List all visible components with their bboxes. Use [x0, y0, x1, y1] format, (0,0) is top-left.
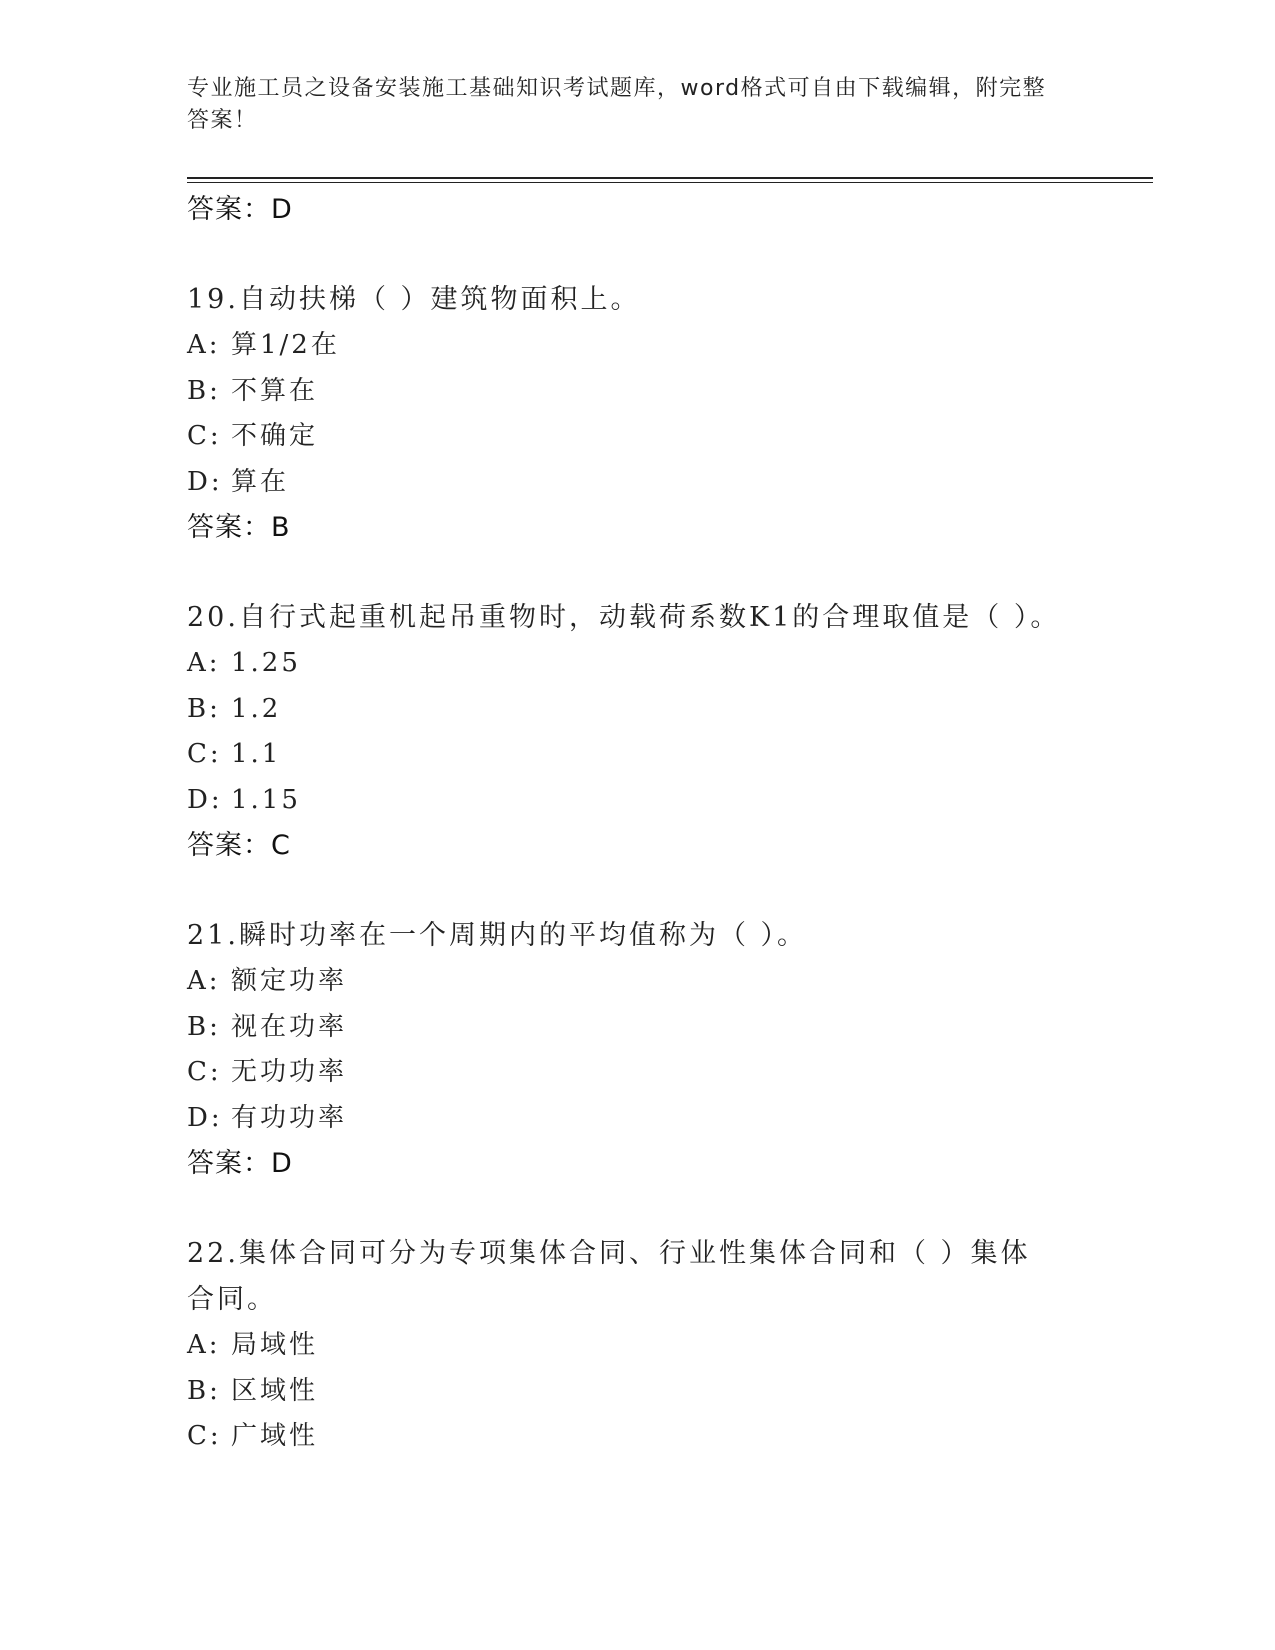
option-text: 额定功率: [231, 966, 348, 996]
answer-line: 答案：D: [187, 194, 293, 225]
option-text: 算在: [231, 466, 290, 497]
option-a: [187, 1323, 1153, 1369]
option-text: 1.2: [231, 693, 282, 724]
option-text: 不确定: [231, 421, 319, 451]
option-key: D:: [187, 1102, 223, 1133]
option-d: [187, 460, 1153, 506]
option-c: [187, 414, 1153, 460]
option-key: C:: [187, 739, 222, 769]
option-c: [187, 1414, 1153, 1460]
option-text: 局域性: [231, 1330, 319, 1360]
option-b: [187, 687, 1153, 733]
question-stem: 19.自动扶梯（ ）建筑物面积上。: [187, 284, 641, 315]
option-c: [187, 732, 1153, 778]
answer-line: 答案：B: [187, 512, 291, 543]
option-text: 有功功率: [231, 1102, 348, 1133]
question-20: [187, 595, 1153, 869]
option-key: A:: [187, 1330, 221, 1360]
option-key: C:: [187, 1421, 222, 1451]
question-stem: 22.集体合同可分为专项集体合同、行业性集体合同和（ ）集体合同。: [187, 1238, 1031, 1315]
question-stem: 20.自行式起重机起吊重物时，动载荷系数K1的合理取值是（ ）。: [187, 602, 1061, 633]
option-b: [187, 1369, 1153, 1415]
question-19: [187, 277, 1153, 551]
option-key: B:: [187, 693, 221, 724]
option-text: 视在功率: [231, 1011, 348, 1042]
option-c: [187, 1050, 1153, 1096]
question-stem: 21.瞬时功率在一个周期内的平均值称为（ ）。: [187, 920, 808, 951]
header-divider-thick: [187, 177, 1153, 179]
option-text: 无功功率: [231, 1057, 348, 1087]
option-a: [187, 959, 1153, 1005]
option-b: [187, 1005, 1153, 1051]
option-text: 算1/2在: [231, 330, 340, 360]
question-22: [187, 1231, 1153, 1460]
option-key: B:: [187, 1375, 221, 1406]
option-key: C:: [187, 1057, 222, 1087]
option-key: C:: [187, 421, 222, 451]
option-key: A:: [187, 648, 221, 678]
option-d: [187, 778, 1153, 824]
option-key: D:: [187, 466, 223, 497]
option-key: B:: [187, 1011, 221, 1042]
answer-line: 答案：C: [187, 830, 291, 861]
option-key: B:: [187, 375, 221, 406]
header-divider-thin: [187, 182, 1153, 183]
option-key: A:: [187, 966, 221, 996]
option-text: 1.15: [231, 784, 301, 815]
option-a: [187, 323, 1153, 369]
option-text: 区域性: [231, 1375, 319, 1406]
question-21: [187, 913, 1153, 1187]
option-text: 1.1: [231, 739, 282, 769]
option-a: [187, 641, 1153, 687]
option-key: D:: [187, 784, 223, 815]
option-text: 不算在: [231, 375, 319, 406]
option-key: A:: [187, 330, 221, 360]
question-list: [187, 187, 1153, 1460]
option-b: [187, 369, 1153, 415]
answer-line: 答案：D: [187, 1148, 293, 1179]
document-header: 专业施工员之设备安装施工基础知识考试题库，word格式可自由下载编辑，附完整答案！: [187, 76, 1047, 133]
option-text: 广域性: [231, 1421, 319, 1451]
option-d: [187, 1096, 1153, 1142]
option-text: 1.25: [231, 648, 301, 678]
